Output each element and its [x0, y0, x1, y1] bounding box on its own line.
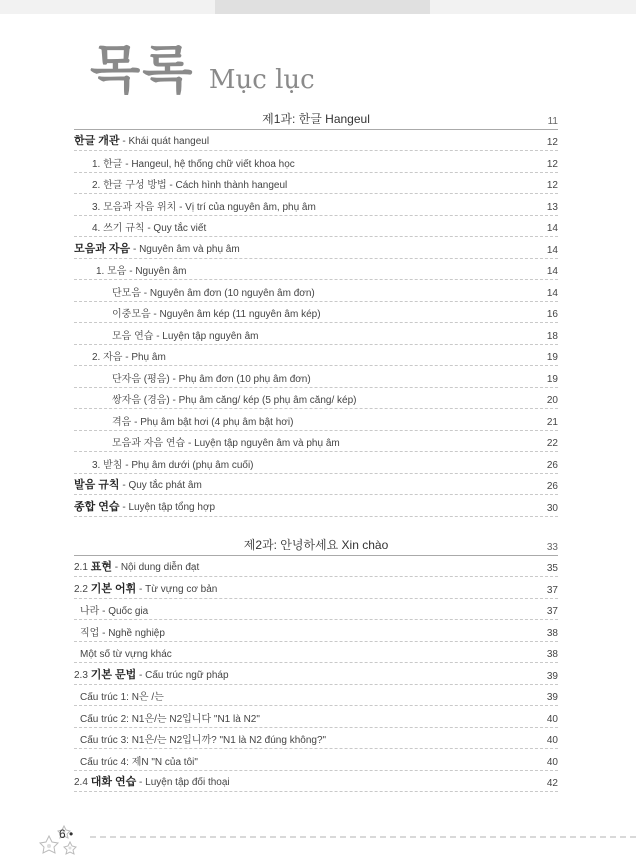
entry-korean-heading: 표현 — [90, 561, 112, 573]
page-ref: 39 — [546, 692, 558, 703]
toc-entry-text — [74, 580, 217, 596]
top-bar-middle — [215, 0, 430, 14]
toc-entry[interactable] — [74, 749, 558, 771]
toc-entry-text — [74, 558, 199, 574]
top-bar-left — [0, 0, 215, 14]
page-ref: 37 — [546, 606, 558, 617]
toc-entry-text — [74, 155, 295, 170]
page-ref: 14 — [546, 287, 558, 299]
toc-entry-text — [74, 284, 315, 299]
toc-entry[interactable] — [74, 577, 558, 599]
entry-label: - Từ vựng cơ bản — [136, 583, 218, 595]
entry-number: 2.4 — [74, 777, 91, 788]
page-title — [90, 28, 315, 103]
entry-label: 2. 자음 - Phụ âm — [92, 352, 166, 363]
entry-label: 나라 - Quốc gia — [80, 606, 149, 617]
page-ref: 42 — [546, 778, 558, 789]
entry-label: 단자음 (평음) - Phụ âm đơn (10 phụ âm đơn) — [112, 373, 311, 385]
entry-label: Cấu trúc 1: N은 /는 — [80, 692, 164, 703]
flower-decoration-icon — [32, 824, 82, 858]
toc-entry[interactable] — [74, 495, 558, 517]
page-ref: 38 — [546, 649, 558, 660]
entry-korean-heading: 한글 개관 — [74, 135, 120, 147]
toc-entry[interactable] — [74, 452, 558, 474]
toc-entry[interactable] — [74, 216, 558, 238]
entry-number: 2.2 — [74, 583, 91, 595]
entry-label: Một số từ vựng khác — [80, 649, 172, 660]
page-ref: 18 — [546, 330, 558, 342]
page-ref: 22 — [546, 438, 558, 449]
page-ref: 21 — [546, 416, 558, 428]
chapter-heading[interactable] — [74, 534, 558, 556]
page-ref: 16 — [546, 309, 558, 320]
toc-entry[interactable] — [74, 388, 558, 410]
toc-entry[interactable] — [74, 599, 558, 621]
page-ref: 11 — [547, 115, 558, 127]
toc-entry[interactable] — [74, 237, 558, 259]
entry-label: 단모음 - Nguyên âm đơn (10 nguyên âm đơn) — [112, 287, 315, 299]
toc-entry[interactable] — [74, 706, 558, 728]
toc-entry[interactable] — [74, 409, 558, 431]
entry-label: 직업 - Nghề nghiệp — [80, 627, 165, 639]
entry-label: 2. 한글 구성 방법 - Cách hình thành hangeul — [92, 180, 288, 191]
entry-label: 이중모음 - Nguyên âm kép (11 nguyên âm kép) — [112, 309, 321, 320]
toc-entry[interactable] — [74, 642, 558, 664]
page-ref: 13 — [546, 201, 558, 213]
entry-label: 3. 받침 - Phụ âm dưới (phụ âm cuối) — [92, 459, 254, 471]
title-korean: 목록 — [90, 40, 195, 101]
toc-entry[interactable] — [74, 130, 558, 152]
entry-label: - Luyện tập tổng hợp — [119, 501, 216, 513]
entry-label: 4. 쓰기 규칙 - Quy tắc viết — [92, 223, 207, 234]
page-ref: 30 — [546, 502, 558, 514]
toc-entry[interactable] — [74, 771, 558, 793]
page-ref: 19 — [546, 373, 558, 385]
toc-entry[interactable] — [74, 366, 558, 388]
toc-entry[interactable] — [74, 323, 558, 345]
toc-entry-text — [74, 434, 340, 449]
toc-entry[interactable] — [74, 194, 558, 216]
entry-label: 1. 모음 - Nguyên âm — [96, 266, 187, 277]
toc-entry[interactable] — [74, 173, 558, 195]
toc-entry-text — [74, 498, 215, 514]
toc-entry-text — [74, 327, 259, 342]
toc-entry[interactable] — [74, 431, 558, 453]
toc-entry-text — [74, 773, 230, 789]
toc-entry-text — [74, 391, 357, 406]
toc-entry[interactable] — [74, 151, 558, 173]
entry-label: - Khái quát hangeul — [119, 136, 210, 147]
page-number: 6 • — [59, 827, 74, 841]
page-ref: 12 — [546, 137, 558, 148]
page-ref: 20 — [546, 395, 558, 406]
chapter-title: 제1과: 한글 Hangeul — [262, 111, 370, 126]
entry-label: 모음과 자음 연습 - Luyện tập nguyên âm và phụ âm — [112, 438, 340, 449]
toc-entry-text — [74, 649, 172, 660]
toc-entry-text — [74, 688, 164, 703]
toc-entry-text — [74, 456, 254, 471]
page-ref: 37 — [546, 584, 558, 596]
entry-label: - Cấu trúc ngữ pháp — [136, 669, 229, 681]
toc-entry-text — [74, 132, 209, 148]
toc-entry-text — [74, 413, 293, 428]
entry-label: 1. 한글 - Hangeul, hệ thống chữ viết khoa học — [92, 158, 295, 170]
toc-entry-text — [74, 219, 206, 234]
page-ref: 35 — [546, 563, 558, 574]
page-ref: 33 — [546, 541, 558, 553]
page-ref: 26 — [546, 481, 558, 492]
toc-entry-text — [74, 262, 186, 277]
toc-section-1 — [74, 108, 558, 517]
title-vietnamese: Mục lục — [208, 65, 315, 95]
page-ref: 19 — [546, 352, 558, 363]
toc-entry[interactable] — [74, 556, 558, 578]
entry-label: - Nội dung diễn đạt — [111, 562, 200, 573]
toc-entry-text — [74, 176, 287, 191]
page-ref: 39 — [546, 670, 558, 682]
entry-korean-heading: 모음과 자음 — [74, 242, 131, 255]
toc-entry-text — [74, 602, 148, 617]
entry-label: Cấu trúc 3: N1은/는 N2입니까? "N1 là N2 đúng không?" — [80, 735, 327, 746]
toc-entry-text — [74, 348, 166, 363]
toc-entry[interactable] — [74, 302, 558, 324]
entry-label: 격음 - Phụ âm bật hơi (4 phụ âm bật hơi) — [112, 416, 294, 428]
toc-entry[interactable] — [74, 259, 558, 281]
toc-entry[interactable] — [74, 474, 558, 496]
entry-number: 2.3 — [74, 669, 91, 681]
page-ref: 14 — [546, 266, 558, 277]
entry-number: 2.1 — [74, 562, 91, 573]
entry-label: - Luyện tập đối thoại — [136, 777, 230, 788]
toc-entry-text — [74, 710, 260, 725]
toc-entry[interactable] — [74, 685, 558, 707]
entry-label: Cấu trúc 2: N1은/는 N2입니다 "N1 là N2" — [80, 713, 260, 725]
toc-entry[interactable] — [74, 620, 558, 642]
entry-korean-heading: 종합 연습 — [74, 500, 120, 513]
toc-entry-text — [74, 240, 240, 256]
page-ref: 40 — [546, 713, 558, 725]
entry-korean-heading: 기본 어휘 — [90, 582, 137, 595]
page-ref: 40 — [546, 735, 558, 746]
footer-divider — [90, 836, 636, 838]
toc-section-2 — [74, 534, 558, 792]
chapter-title: 제2과: 안녕하세요 Xin chào — [243, 537, 389, 552]
chapter-heading[interactable] — [74, 108, 558, 130]
toc-entry-text — [74, 305, 321, 320]
entry-korean-heading: 대화 연습 — [90, 776, 137, 788]
toc-entry-text — [74, 624, 165, 639]
page-ref: 14 — [546, 244, 558, 256]
entry-label: - Quy tắc phát âm — [119, 480, 202, 491]
toc-entry[interactable] — [74, 663, 558, 685]
entry-label: 3. 모음과 자음 위치 - Vị trí của nguyên âm, phụ âm — [92, 201, 316, 213]
entry-korean-heading: 발음 규칙 — [74, 479, 120, 491]
toc-entry-text — [74, 198, 316, 213]
toc-entry-text — [74, 370, 311, 385]
entry-label: Cấu trúc 4: 제N "N của tôi" — [80, 756, 198, 768]
toc-entry-text — [74, 731, 326, 746]
page-ref: 12 — [546, 180, 558, 191]
toc-entry[interactable] — [74, 345, 558, 367]
toc-entry[interactable] — [74, 280, 558, 302]
entry-label: - Nguyên âm và phụ âm — [130, 243, 240, 255]
page-ref: 12 — [546, 158, 558, 170]
toc-entry-text — [74, 666, 229, 682]
page-ref: 26 — [546, 459, 558, 471]
page-ref: 14 — [546, 223, 558, 234]
toc-entry-text — [74, 476, 202, 492]
toc-entry-text — [74, 753, 198, 768]
entry-korean-heading: 기본 문법 — [90, 668, 137, 681]
page-ref: 40 — [546, 756, 558, 768]
top-bar-right — [430, 0, 636, 14]
toc-entry[interactable] — [74, 728, 558, 750]
entry-label: 모음 연습 - Luyện tập nguyên âm — [112, 330, 259, 342]
entry-label: 쌍자음 (경음) - Phụ âm căng/ kép (5 phụ âm căng/ kép) — [112, 395, 357, 406]
page-ref: 38 — [546, 627, 558, 639]
